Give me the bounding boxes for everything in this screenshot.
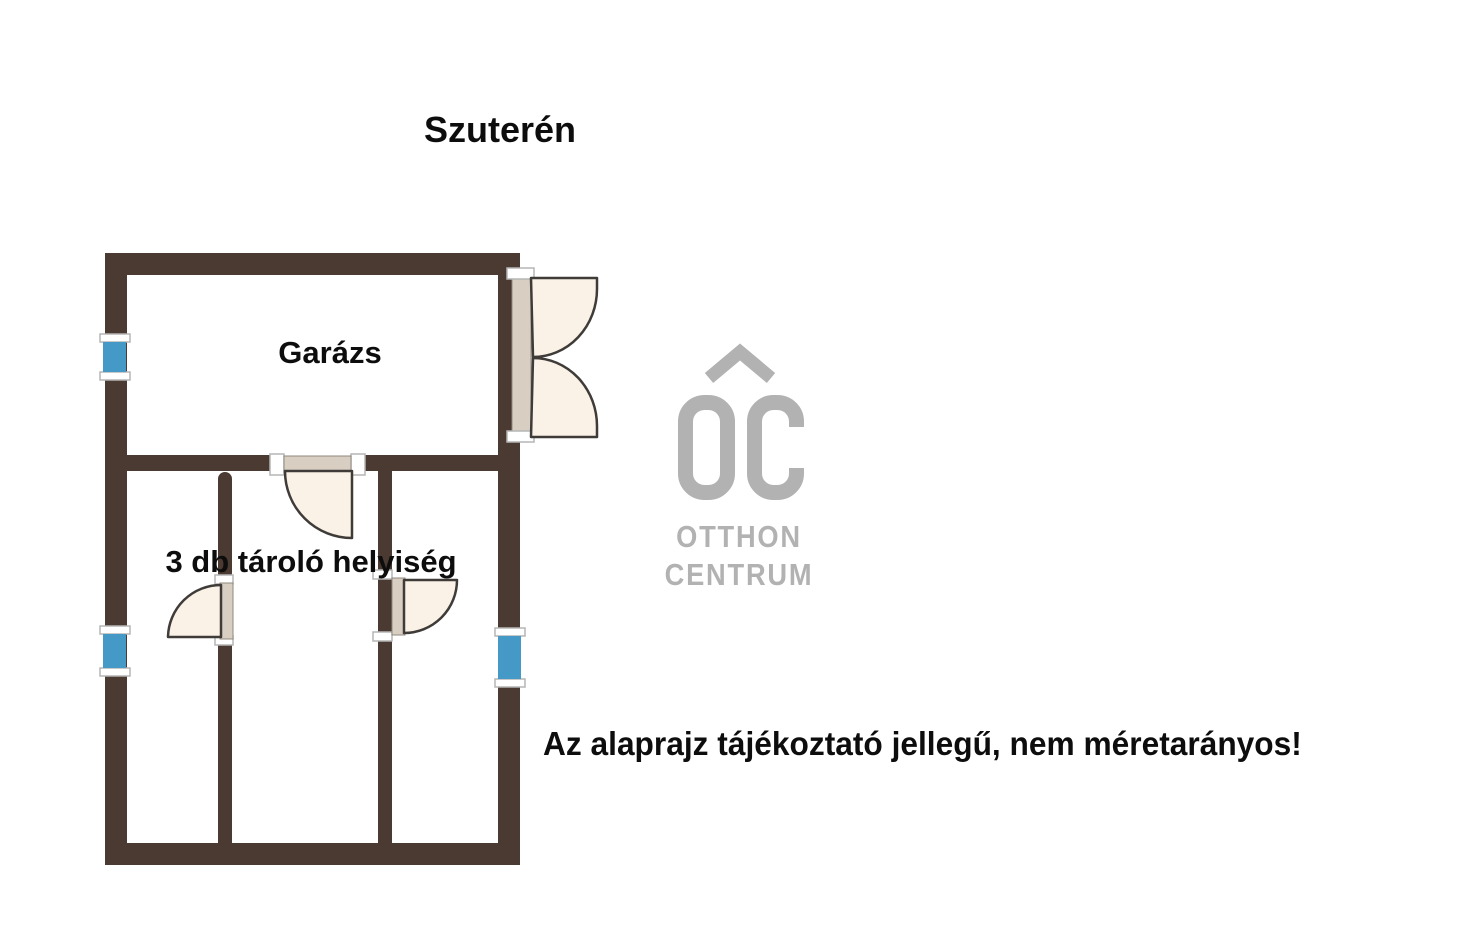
garage-door-leaf-lower	[531, 358, 597, 437]
window-icon	[495, 628, 525, 687]
roof-chevron-icon	[709, 352, 771, 378]
garage-door-leaf-upper	[531, 278, 597, 357]
divider-wall-left-segment	[105, 455, 284, 471]
disclaimer-text: Az alaprajz tájékoztató jellegű, nem méretarányos!	[543, 725, 1302, 762]
window-icon	[100, 626, 130, 676]
room-label-storage: 3 db tároló helyiség	[165, 544, 457, 579]
wall-bottom	[105, 843, 520, 865]
window-icon	[100, 334, 130, 380]
storage-wall-2	[378, 455, 392, 843]
wall-top	[105, 253, 520, 275]
garage-double-door-icon	[507, 268, 597, 442]
page-title: Szuterén	[424, 109, 577, 150]
oc-monogram-icon	[686, 352, 797, 493]
watermark-centrum-text: CENTRUM	[664, 557, 814, 592]
garage-door-panel	[512, 277, 531, 437]
door-swing-icon	[168, 575, 233, 645]
room-label-garage: Garázs	[278, 335, 382, 370]
divider-wall-right-segment	[351, 455, 520, 471]
storage-wall-1-lower	[218, 642, 232, 843]
logo-letter-c	[755, 403, 797, 493]
watermark-otthon-text: OTTHON	[676, 519, 802, 554]
logo-letter-o	[686, 403, 728, 493]
door-swing-icon	[270, 454, 365, 538]
